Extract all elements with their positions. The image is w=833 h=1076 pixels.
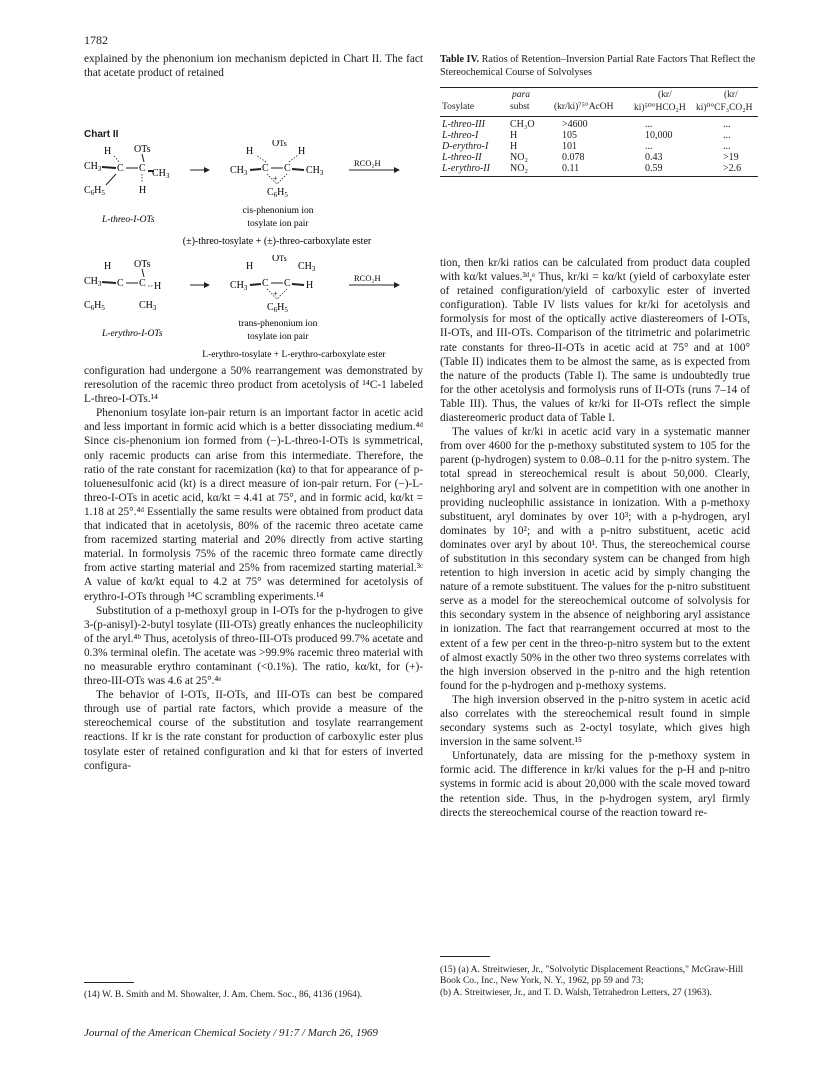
trans-phenonium-structure bbox=[230, 255, 316, 314]
cis-phenonium-structure bbox=[230, 140, 324, 199]
table-cell: D-erythro-I bbox=[442, 141, 489, 152]
svg-text:CH3: $CH_3$ bbox=[84, 161, 102, 173]
svg-text:CH3: $CH_3$ bbox=[152, 168, 170, 180]
svg-text:CH3: $CH_3$ bbox=[230, 165, 248, 177]
left-footnote-rule bbox=[84, 982, 134, 983]
svg-text:C: C bbox=[262, 278, 269, 289]
footnote-15 bbox=[440, 965, 758, 999]
threo-product-line: (±)-threo-tosylate + (±)-threo-carboxylate ester bbox=[182, 236, 372, 247]
table-header bbox=[440, 88, 758, 116]
table-cell: ... bbox=[723, 141, 731, 152]
svg-text:C: C bbox=[139, 163, 146, 174]
reaction-arrow-1 bbox=[190, 167, 210, 173]
svg-text:+: + bbox=[273, 174, 278, 183]
svg-text:CH3: $CH_3$ bbox=[306, 165, 324, 177]
cis-ion-label-2: tosylate ion pair bbox=[247, 219, 309, 229]
erythro-start-structure bbox=[84, 259, 161, 312]
th-cf3-bottom: ki)⁰°CF₃CO₂H bbox=[696, 103, 753, 113]
svg-text:C6H5: $C_6H_5$ bbox=[267, 187, 288, 199]
svg-text:H: H bbox=[246, 146, 254, 157]
th-tosylate: Tosylate bbox=[442, 102, 475, 112]
reaction-arrow-3 bbox=[190, 282, 210, 288]
table-cell: 10,000 bbox=[645, 130, 673, 141]
table-cell: 0.43 bbox=[645, 152, 663, 163]
left-intro bbox=[84, 52, 423, 80]
table-caption-label: Table IV. bbox=[440, 54, 480, 65]
left-paragraph-2: Phenonium tosylate ion-pair return is an important factor in acetic acid and less important in formic acid which is a better dissociating medium.⁴ᵈ Since cis-phenonium ion formed from (−)-L-threo-I-OTs is symmetrical, only racemic products can arise from this intermediate. Therefore, the ratio of the rate constant for racemization (kα) to that for appearance of p-toluenesulfonic acid (kt) is a direct measure of ion-pair return. For (−)-L-threo-I-OTs in acetic acid, kα/kt = 4.41 at 75°, and in formic acid, kα/kt = 1.18 at 25°.⁴ᵈ Essentially the same results were obtained from product data that indicated that in acetolysis, 80% of the racemic threo acetate came from racemized starting material and 20% directly from active starting material. In formolysis 75% of the racemic threo formate came directly from active starting material and 25% from racemized starting material.³ᶜ A value of kα/kt equal to 4.2 at 75° was determined for acetolysis of erythro-I-OTs through ¹⁴C scrambling experiments.¹⁴ bbox=[84, 407, 423, 603]
th-hco2h-top: (kr/ bbox=[658, 90, 672, 100]
svg-text:+: + bbox=[273, 289, 278, 298]
table-cell: L-threo-II bbox=[442, 152, 482, 163]
right-paragraph-4: Unfortunately, data are missing for the p-methoxy system in formic acid. The difference in kr/ki values for the p-H and p-nitro systems in formic acid is about 20,000 with the scale moved toward the retention side. Thus, in the p-hydrogen system, aryl firmly directs the stereochemical course of the reaction toward re- bbox=[440, 750, 750, 819]
table-cell: L-erythro-II bbox=[442, 163, 490, 174]
table-cell: NO₂ bbox=[510, 152, 528, 163]
svg-text:H: H bbox=[104, 146, 112, 157]
page-number: 1782 bbox=[84, 33, 108, 47]
footnote-15a: (15) (a) A. Streitwieser, Jr., "Solvolytic Displacement Reactions," McGraw-Hill Book Co., Inc., New York, N. Y., 1962, pp 59 and 73; bbox=[440, 965, 744, 987]
svg-text:C: C bbox=[284, 163, 291, 174]
th-acoh: (kr/ki)⁷⁵°AcOH bbox=[554, 102, 614, 112]
footnote-15b: (b) A. Streitwieser, Jr., and T. D. Walsh, Tetrahedron Letters, 27 (1963). bbox=[440, 987, 712, 998]
table-cell: H bbox=[510, 130, 518, 141]
svg-text:C6H5: $C_6H_5$ bbox=[84, 185, 105, 197]
reagent-label-1: RCO₂H bbox=[354, 158, 381, 168]
trans-ion-label-2: tosylate ion pair bbox=[247, 332, 309, 342]
table-cell: 105 bbox=[562, 130, 577, 141]
table-cell: 101 bbox=[562, 141, 577, 152]
svg-text:C6H5: $C_6H_5$ bbox=[267, 302, 288, 314]
table-cell: 0.59 bbox=[645, 163, 663, 174]
reagent-label-2: RCO₂H bbox=[354, 273, 381, 283]
table-cell: >2.6 bbox=[723, 163, 742, 174]
journal-footer: Journal of the American Chemical Society / 91:7 / March 26, 1969 bbox=[84, 1027, 378, 1039]
svg-text:OT̅s: OT̅s bbox=[272, 255, 287, 264]
table-cell: ... bbox=[723, 119, 731, 130]
svg-text:OT̅s: OT̅s bbox=[272, 140, 287, 149]
table-cell: >19 bbox=[723, 152, 739, 163]
table-caption bbox=[440, 54, 758, 79]
left-intro-text: explained by the phenonium ion mechanism depicted in Chart II. The fact that acetate product of retained bbox=[84, 53, 423, 80]
table-cell: NO₂ bbox=[510, 163, 528, 174]
right-paragraph-3: The high inversion observed in the p-nitro system in acetic acid also correlates with the stereochemical result found in simple secondary systems such as 2-octyl tosylate, which gives high inversion in the same solvent.¹⁵ bbox=[440, 693, 750, 749]
chart-title: Chart II bbox=[84, 129, 119, 140]
table-cell: 0.11 bbox=[562, 163, 580, 174]
svg-text:C6H5: $C_6H_5$ bbox=[84, 300, 105, 312]
table-body bbox=[440, 117, 758, 176]
left-paragraph-4: The behavior of I-OTs, II-OTs, and III-OTs can best be compared through use of partial rate factors, which provide a measure of the stereochemical course of the substitution and tosylate rearrangement reactions. If kr is the rate constant for production of carboxylic ester plus tosylate ester of retained configuration and ki that for esters of inverted configura- bbox=[84, 689, 423, 772]
svg-text:CH3: $CH_3$ bbox=[84, 276, 102, 288]
svg-text:C: C bbox=[284, 278, 291, 289]
table-cell: >4600 bbox=[562, 119, 588, 130]
erythro-start-label: L-erythro-I-OTs bbox=[102, 329, 163, 339]
threo-start-structure bbox=[84, 144, 170, 197]
trans-ion-label-1: trans-phenonium ion bbox=[238, 319, 318, 329]
left-paragraph-3: Substitution of a p-methoxyl group in I-OTs for the p-hydrogen to give 3-(p-anisyl)-2-butyl tosylate (III-OTs) greatly enhances the nucleophilicity of the aryl.⁴ᵇ Thus, acetolysis of threo-III-OTs produced 99.7% acetate and 0.3% terminal olefin. The acetate was >99.9% racemic threo material with no measurable erythro contaminant (<0.1%). The ratio, kα/kt, for (+)-threo-III-OTs was 4.6 at 25°.⁴ᵉ bbox=[84, 604, 423, 688]
svg-text:C: C bbox=[139, 278, 146, 289]
table-cell: 0.078 bbox=[562, 152, 585, 163]
th-hco2h-bottom: ki)⁵⁰°HCO₂H bbox=[634, 103, 686, 113]
table-cell: H bbox=[510, 141, 518, 152]
left-column-text bbox=[84, 364, 423, 773]
table-cell: L-threo-I bbox=[442, 130, 479, 141]
th-para-top: para bbox=[512, 90, 530, 100]
right-paragraph-1: tion, then kr/ki ratios can be calculated from product data coupled with kα/kt values.³ᵈ,ᵉ Thus, kr/ki = kα/kt (yield of carboxylate ester of retained configuration/yield of carboxylic ester of inverted configuration). Table IV lists values for kr/ki for acetolysis and formolysis for most of the optically active diastereomers of I-OTs, II-OTs, and III-OTs. Comparison of the titrimetric and polarimetric rate constants for threo-II-OTs in acetic acid at 75° and at 100° (Table II) indicates them to be almost the same, as is expected from the nature of the products (Table I). The same is undoubtedly true for the other acetolysis and formolysis runs of II-OTs (runs 7–14 of Table III). Thus, the values of kr/ki for II-OTs reflect the simple diastereomeric product data of Table I. bbox=[440, 257, 750, 425]
threo-start-label: L-threo-I-OTs bbox=[102, 215, 155, 225]
table-caption-text: Ratios of Retention–Inversion Partial Rate Factors That Reflect the Stereochemical Course of Solvolyses bbox=[440, 54, 756, 78]
svg-text:H: H bbox=[246, 261, 254, 272]
cis-ion-label-1: cis-phenonium ion bbox=[242, 206, 314, 216]
svg-text:H: H bbox=[298, 146, 306, 157]
svg-text:CH3: $CH_3$ bbox=[139, 300, 157, 312]
svg-text:CH3: $CH_3$ bbox=[298, 261, 316, 273]
svg-text:H: H bbox=[154, 281, 162, 292]
table-iv bbox=[440, 87, 758, 177]
svg-text:H: H bbox=[139, 185, 147, 196]
table-cell: ... bbox=[645, 141, 653, 152]
table-cell: ... bbox=[645, 119, 653, 130]
table-cell: L-threo-III bbox=[442, 119, 485, 130]
svg-text:OTs: OTs bbox=[134, 144, 151, 155]
right-column-text bbox=[440, 256, 750, 820]
svg-text:OTs: OTs bbox=[134, 259, 151, 270]
right-footnote-rule bbox=[440, 956, 490, 957]
svg-text:C: C bbox=[117, 278, 124, 289]
chart-row2-diagram bbox=[84, 255, 424, 365]
svg-text:C: C bbox=[117, 163, 124, 174]
svg-text:CH3: $CH_3$ bbox=[230, 280, 248, 292]
erythro-product-line: L-erythro-tosylate + L-erythro-carboxylate ester bbox=[202, 350, 386, 360]
svg-text:C: C bbox=[262, 163, 269, 174]
th-para-bottom: subst bbox=[510, 102, 530, 112]
svg-text:H: H bbox=[104, 261, 112, 272]
left-paragraph-1: configuration had undergone a 50% rearrangement was demonstrated by reresolution of the racemic threo product from acetolysis of ¹⁴C-1 labeled L-threo-I-OTs.¹⁴ bbox=[84, 365, 423, 406]
footnote-14: (14) W. B. Smith and M. Showalter, J. Am. Chem. Soc., 86, 4136 (1964). bbox=[84, 990, 363, 1000]
table-cell: ... bbox=[723, 130, 731, 141]
table-cell: CH₃O bbox=[510, 119, 535, 130]
th-cf3-top: (kr/ bbox=[724, 90, 738, 100]
svg-text:H: H bbox=[306, 280, 314, 291]
right-paragraph-2: The values of kr/ki in acetic acid vary in a systematic manner from over 4600 for the p-methoxy substituted system to 105 for the parent (p-hydrogen) system to 0.08–0.11 for the p-nitro system. The total spread in stereochemical result is about 50,000. Clearly, neighboring aryl and solvent are in competition with one another in providing nucleophilic assistance in ionization. With a p-methoxy substituent, aryl dominates by over 10³; with a p-hydrogen, aryl dominates by 10²; and with a p-nitro substituent, acetic acid dominates over aryl by about 10¹. Thus, the stereochemical course of substitution in this secondary system can be changed from high retention to high inversion in acetic acid by simply changing the nature of a remote substituent. The values for the p-nitro substituent serve as a model for the stereochemical outcome of solvolysis for this secondary system in the absence of neighboring aryl assistance in ionization. The fact that rearrangement occurred at most to the extent of a few per cent in the threo-p-nitro system but to the extent of almost exactly 50% in the other two threo systems correlates with the high inversion observed in the p-nitro and the high retention found for the p-hydrogen and p-methoxy systems. bbox=[440, 426, 750, 692]
